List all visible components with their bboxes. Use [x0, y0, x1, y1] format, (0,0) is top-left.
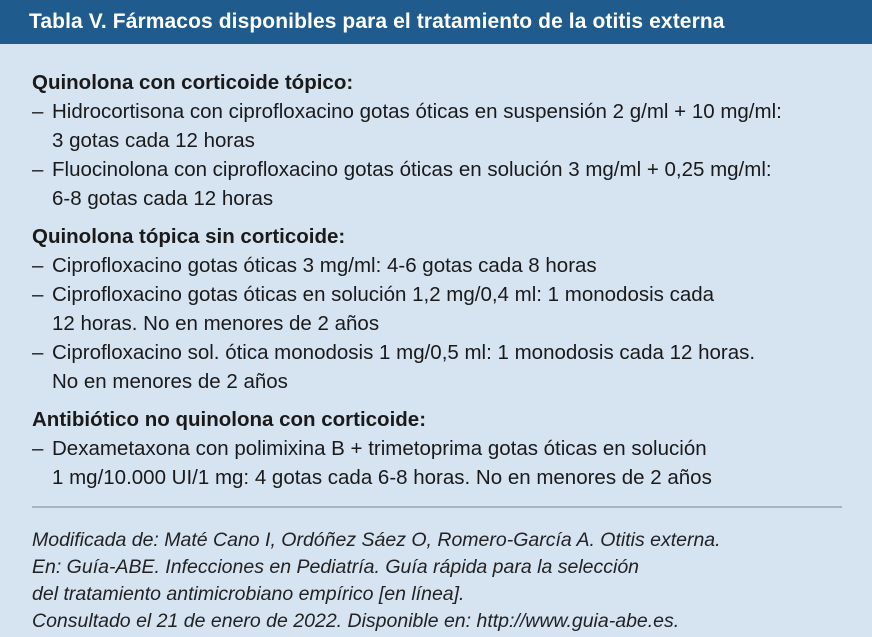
- item-text: [52, 251, 842, 280]
- source-line: Consultado el 21 de enero de 2022. Disponible en: http://www.guia-abe.es.: [32, 610, 680, 632]
- item-line: Fluocinolona con ciprofloxacino gotas óticas en solución 3 mg/ml + 0,25 mg/ml:: [52, 158, 772, 181]
- item-line: Ciprofloxacino sol. ótica monodosis 1 mg/0,5 ml: 1 monodosis cada 12 horas.: [52, 341, 756, 364]
- item-line: No en menores de 2 años: [52, 370, 288, 393]
- dash-bullet: –: [32, 254, 44, 277]
- item-line: Hidrocortisona con ciprofloxacino gotas óticas en suspensión 2 g/ml + 10 mg/ml:: [52, 100, 782, 123]
- section-title: Quinolona con corticoide tópico:: [32, 71, 354, 94]
- source-line: del tratamiento antimicrobiano empírico [en línea].: [32, 583, 465, 605]
- item-text: [52, 434, 842, 492]
- list-item: [32, 155, 842, 213]
- source-line: Modificada de: Maté Cano I, Ordóñez Sáez O, Romero-García A. Otitis externa.: [32, 529, 721, 551]
- item-text: [52, 338, 842, 396]
- item-text: [52, 97, 842, 155]
- list-item: [32, 97, 842, 155]
- section-title: Quinolona tópica sin corticoide:: [32, 225, 346, 248]
- list-item: [32, 251, 842, 280]
- item-line: Dexametaxona con polimixina B + trimetoprima gotas óticas en solución: [52, 437, 707, 460]
- section-quinolona-sin-corticoide: [32, 222, 842, 396]
- item-text: [52, 155, 842, 213]
- item-line: 3 gotas cada 12 horas: [52, 129, 255, 152]
- item-text: [52, 280, 842, 338]
- item-line: Ciprofloxacino gotas óticas 3 mg/ml: 4-6 gotas cada 8 horas: [52, 254, 597, 277]
- dash-bullet: –: [32, 100, 44, 123]
- item-line: 6-8 gotas cada 12 horas: [52, 187, 274, 210]
- section-antibiotico-no-quinolona: [32, 405, 842, 492]
- source-note: [32, 508, 842, 635]
- list-item: [32, 280, 842, 338]
- table-content: [0, 44, 872, 635]
- section-title: Antibiótico no quinolona con corticoide:: [32, 408, 427, 431]
- item-line: 12 horas. No en menores de 2 años: [52, 312, 380, 335]
- dash-bullet: –: [32, 341, 44, 364]
- table-title: Tabla V. Fármacos disponibles para el tratamiento de la otitis externa: [0, 0, 872, 44]
- section-quinolona-con-corticoide: [32, 68, 842, 213]
- source-line: En: Guía-ABE. Infecciones en Pediatría. Guía rápida para la selección: [32, 556, 640, 578]
- item-line: 1 mg/10.000 UI/1 mg: 4 gotas cada 6-8 horas. No en menores de 2 años: [52, 466, 712, 489]
- list-item: [32, 434, 842, 492]
- list-item: [32, 338, 842, 396]
- item-line: Ciprofloxacino gotas óticas en solución 1,2 mg/0,4 ml: 1 monodosis cada: [52, 283, 715, 306]
- dash-bullet: –: [32, 437, 44, 460]
- dash-bullet: –: [32, 283, 44, 306]
- dash-bullet: –: [32, 158, 44, 181]
